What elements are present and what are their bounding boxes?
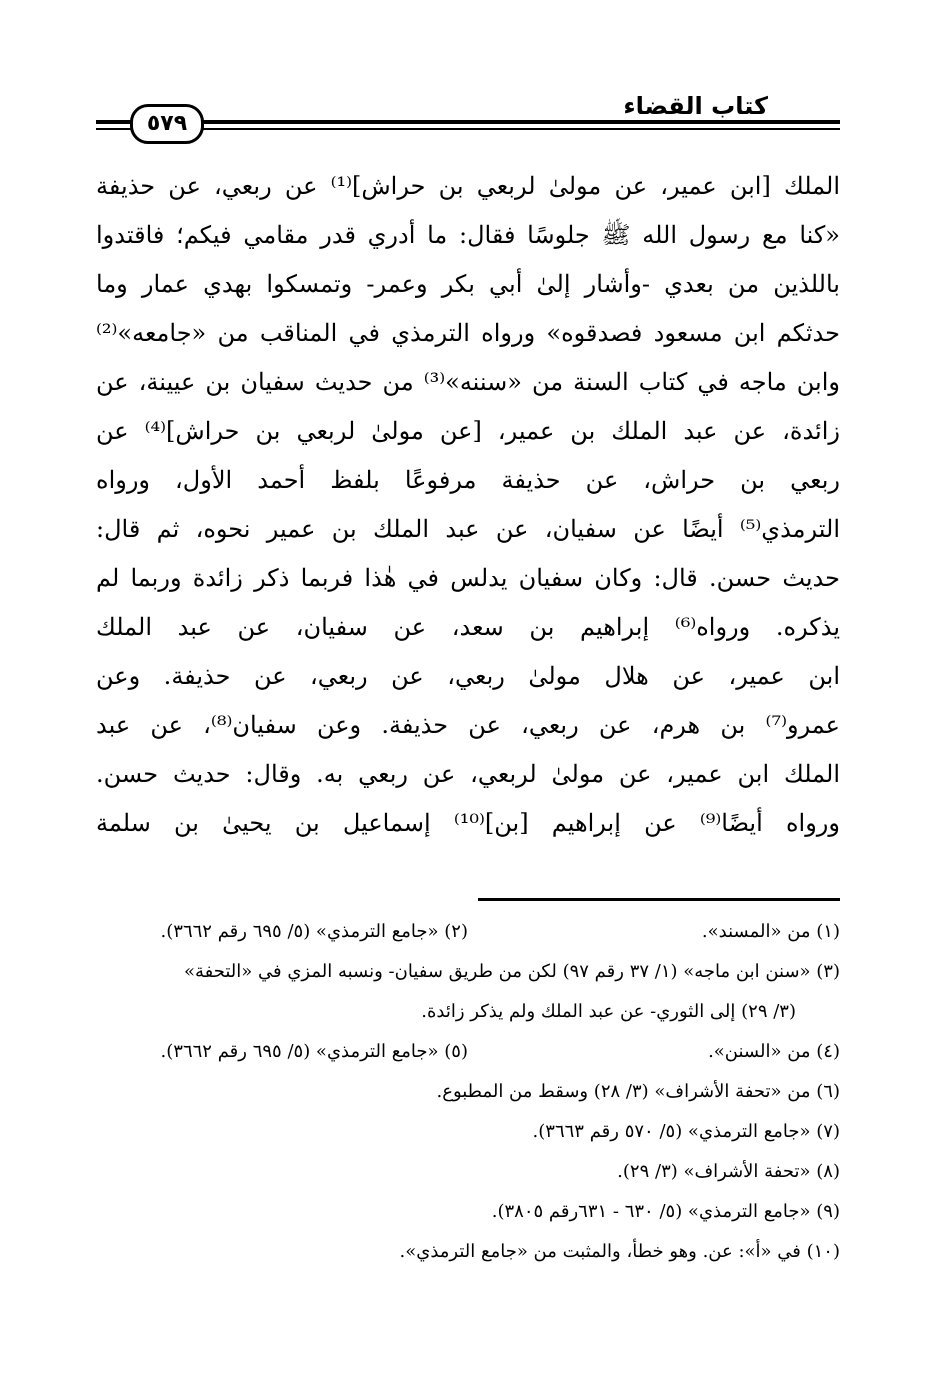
footnote-2: (٢) «جامع الترمذي» (٥/ ٦٩٥ رقم ٣٦٦٢).: [160, 921, 468, 942]
text-line: الملك ابن عمير، عن مولىٰ لربعي، عن ربعي به. وقال: حديث حسن.: [96, 760, 840, 788]
text-line: الترمذي⁽⁵⁾ أيضًا عن سفيان، عن عبد الملك بن عمير نحوه، ثم قال:: [96, 515, 840, 543]
page-number: ٥٧٩: [130, 104, 204, 144]
footnote-3: (٣) «سنن ابن ماجه» (١/ ٣٧ رقم ٩٧) لكن من طريق سفيان- ونسبه المزي في «التحفة»: [183, 961, 840, 982]
footnote-10: (١٠) في «أ»: عن. وهو خطأ، والمثبت من «جامع الترمذي».: [399, 1241, 840, 1262]
text-line: ابن عمير، عن هلال مولىٰ ربعي، عن ربعي، عن حذيفة. وعن: [96, 662, 840, 690]
page-header: [96, 88, 840, 140]
text-line: ورواه أيضًا⁽⁹⁾ عن إبراهيم [بن]⁽¹⁰⁾ إسماعيل بن يحيىٰ بن سلمة: [96, 809, 840, 837]
text-line: عمرو⁽⁷⁾ بن هرم، عن ربعي، عن حذيفة. وعن سفيان⁽⁸⁾، عن عبد: [96, 711, 840, 739]
footnote-row: [96, 912, 840, 952]
footnote-1: (١) من «المسند».: [701, 921, 840, 942]
header-rule-thick: [96, 120, 840, 124]
footnote-row: [96, 1032, 840, 1072]
main-text: [96, 162, 840, 848]
footnote-6: (٦) من «تحفة الأشراف» (٣/ ٢٨) وسقط من المطبوع.: [436, 1081, 840, 1102]
header-rule-thin: [96, 128, 840, 130]
text-line: باللذين من بعدي -وأشار إلىٰ أبي بكر وعمر- وتمسكوا بهدي عمار وما: [96, 270, 840, 298]
text-line: زائدة، عن عبد الملك بن عمير، [عن مولىٰ لربعي بن حراش]⁽⁴⁾ عن: [96, 417, 840, 445]
footnote-7: (٧) «جامع الترمذي» (٥/ ٥٧٠ رقم ٣٦٦٣).: [532, 1121, 840, 1142]
text-line: وابن ماجه في كتاب السنة من «سننه»⁽³⁾ من حديث سفيان بن عيينة، عن: [96, 368, 840, 396]
text-line: يذكره. ورواه⁽⁶⁾ إبراهيم بن سعد، عن سفيان، عن عبد الملك: [96, 613, 840, 641]
text-line: الملك [ابن عمير، عن مولىٰ لربعي بن حراش]⁽¹⁾ عن ربعي، عن حذيفة: [96, 172, 840, 200]
footnote-separator: [478, 898, 840, 901]
text-line: حديث حسن. قال: وكان سفيان يدلس في هٰذا فربما ذكر زائدة وربما لم: [96, 564, 840, 592]
footnotes: [96, 912, 840, 1272]
footnote-9: (٩) «جامع الترمذي» (٥/ ٦٣٠ - ٦٣١رقم ٣٨٠٥).: [491, 1201, 840, 1222]
footnote-5: (٥) «جامع الترمذي» (٥/ ٦٩٥ رقم ٣٦٦٢).: [160, 1041, 468, 1062]
text-line: ربعي بن حراش، عن حذيفة مرفوعًا بلفظ أحمد الأول، ورواه: [96, 466, 840, 494]
footnote-8: (٨) «تحفة الأشراف» (٣/ ٢٩).: [617, 1161, 840, 1182]
text-line: حدثكم ابن مسعود فصدقوه» ورواه الترمذي في المناقب من «جامعه»⁽²⁾: [96, 319, 840, 347]
footnote-4: (٤) من «السنن».: [708, 1041, 840, 1062]
text-line: «كنا مع رسول الله ﷺ جلوسًا فقال: ما أدري قدر مقامي فيكم؛ فاقتدوا: [96, 221, 840, 249]
chapter-title: كتاب القضاء: [623, 92, 768, 120]
footnote-3-continued: (٣/ ٢٩) إلى الثوري- عن عبد الملك ولم يذكر زائدة.: [421, 1001, 796, 1022]
